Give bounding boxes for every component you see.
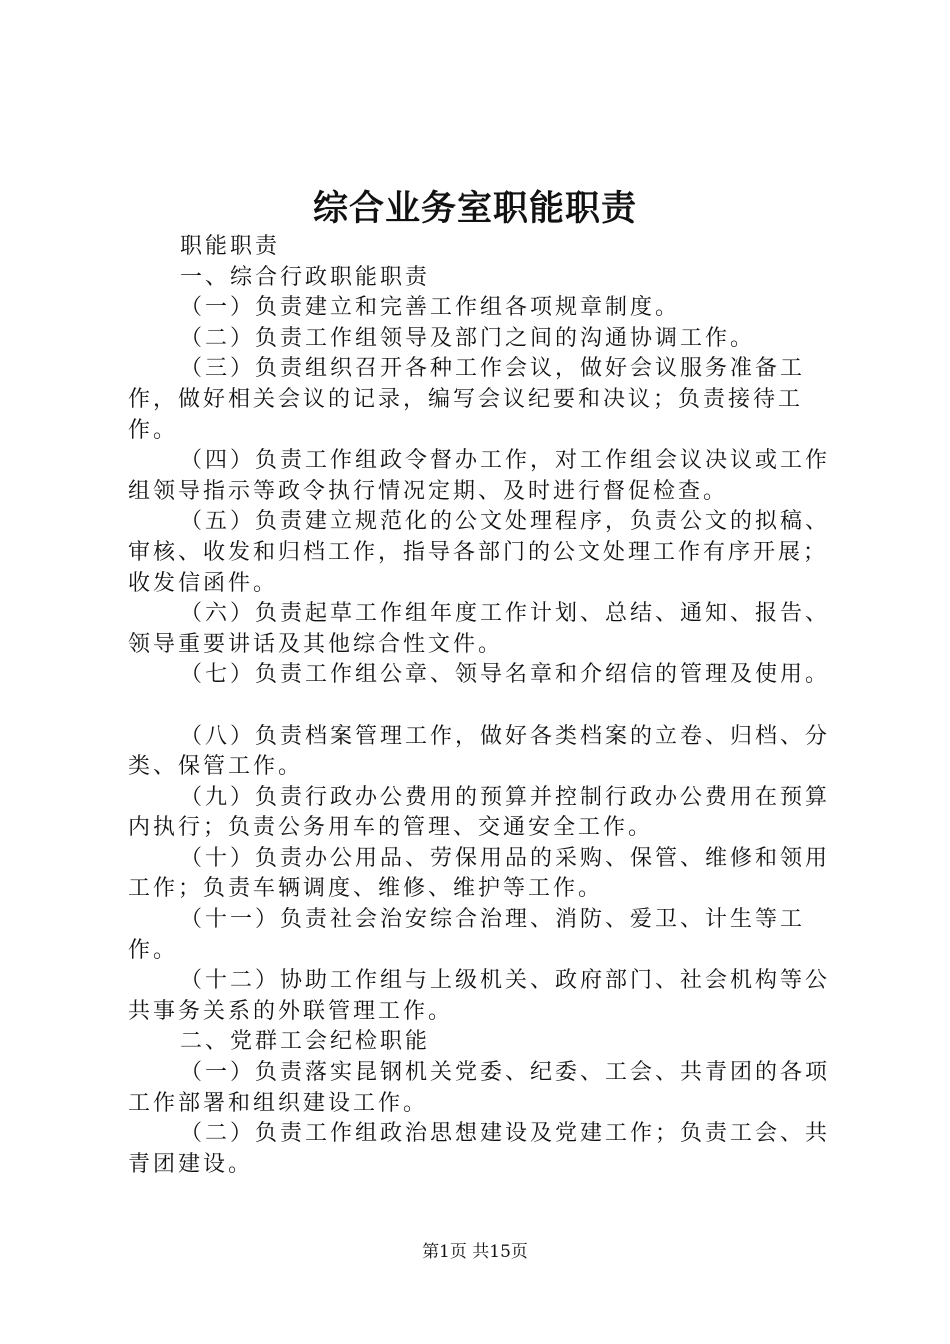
paragraph: （二）负责工作组领导及部门之间的沟通协调工作。 <box>180 325 756 351</box>
paragraph: （十）负责办公用品、劳保用品的采购、保管、维修和领用工作；负责车辆调度、维修、维护等工作。 <box>128 845 831 902</box>
paragraph: 一、综合行政职能职责 <box>180 264 431 290</box>
paragraph: （一）负责建立和完善工作组各项规章制度。 <box>180 295 681 321</box>
paragraph: （八）负责档案管理工作，做好各类档案的立卷、归档、分类、保管工作。 <box>128 723 831 780</box>
paragraph: 职能职责 <box>180 234 281 259</box>
paragraph: 二、党群工会纪检职能 <box>180 1029 431 1055</box>
paragraph: （三）负责组织召开各种工作会议，做好会议服务准备工作，做好相关会议的记录，编写会议纪要和决议；负责接待工作。 <box>128 356 806 443</box>
paragraph: （一）负责落实昆钢机关党委、纪委、工会、共青团的各项工作部署和组织建设工作。 <box>128 1060 831 1116</box>
paragraph: （十二）协助工作组与上级机关、政府部门、社会机构等公共事务关系的外联管理工作。 <box>128 968 831 1024</box>
paragraph: （七）负责工作组公章、领导名章和介绍信的管理及使用。 <box>180 662 831 688</box>
paragraph: （四）负责工作组政令督办工作，对工作组会议决议或工作组领导指示等政令执行情况定期、及时进行督促检查。 <box>128 448 831 504</box>
paragraph: （六）负责起草工作组年度工作计划、总结、通知、报告、领导重要讲话及其他综合性文件。 <box>128 601 831 657</box>
page-footer: 第1页 共15页 <box>422 1242 528 1262</box>
paragraph: （九）负责行政办公费用的预算并控制行政办公费用在预算内执行；负责公务用车的管理、交通安全工作。 <box>128 784 831 841</box>
paragraph: （十一）负责社会治安综合治理、消防、爱卫、计生等工作。 <box>128 907 806 963</box>
document-body <box>128 232 844 1180</box>
paragraph: （二）负责工作组政治思想建设及党建工作；负责工会、共青团建设。 <box>128 1121 831 1177</box>
document-title: 综合业务室职能职责 <box>312 188 637 229</box>
paragraph: （五）负责建立规范化的公文处理程序，负责公文的拟稿、审核、收发和归档工作，指导各部门的公文处理工作有序开展；收发信函件。 <box>128 509 831 596</box>
